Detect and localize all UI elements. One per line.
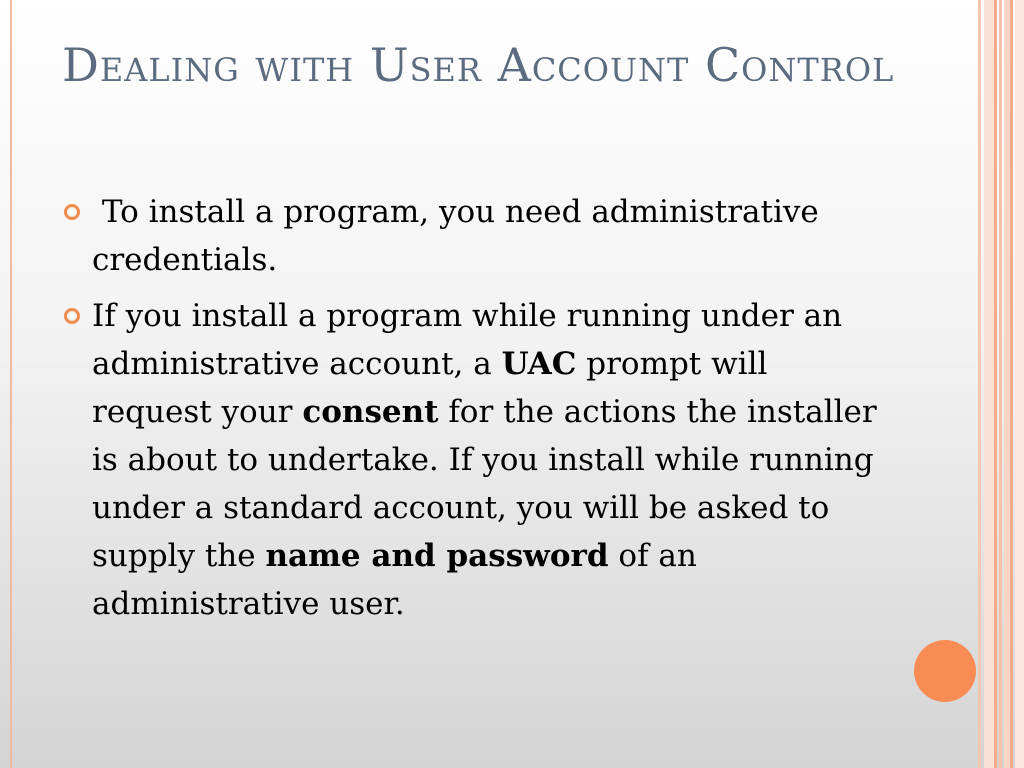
bullet-item-2: [62, 292, 892, 628]
bullet-text-part: prompt will request your: [92, 346, 768, 430]
orange-circle-decoration: [914, 640, 976, 702]
bullet-bold-name-password: name and password: [265, 538, 609, 574]
orange-ring-bullet-icon: [64, 308, 80, 324]
bullet-text-part: of an administrative user.: [92, 538, 697, 622]
right-decorative-stripes: [978, 0, 1024, 768]
orange-ring-bullet-icon: [64, 204, 80, 220]
bullet-bold-consent: consent: [302, 394, 439, 430]
bullet-text-part: If you install a program while running under an administrative account, a: [92, 298, 843, 382]
left-border-line: [10, 0, 12, 768]
bullet-text-part: for the actions the installer is about to undertake. If you install while running under a standard account, you will be asked to supply the: [92, 394, 877, 574]
bullet-text: To install a program, you need administrative credentials.: [92, 194, 829, 278]
slide-content: [62, 188, 892, 636]
slide-title: Dealing with User Account Control: [62, 38, 895, 92]
bullet-bold-uac: UAC: [501, 346, 577, 382]
bullet-item-1: [62, 188, 892, 284]
